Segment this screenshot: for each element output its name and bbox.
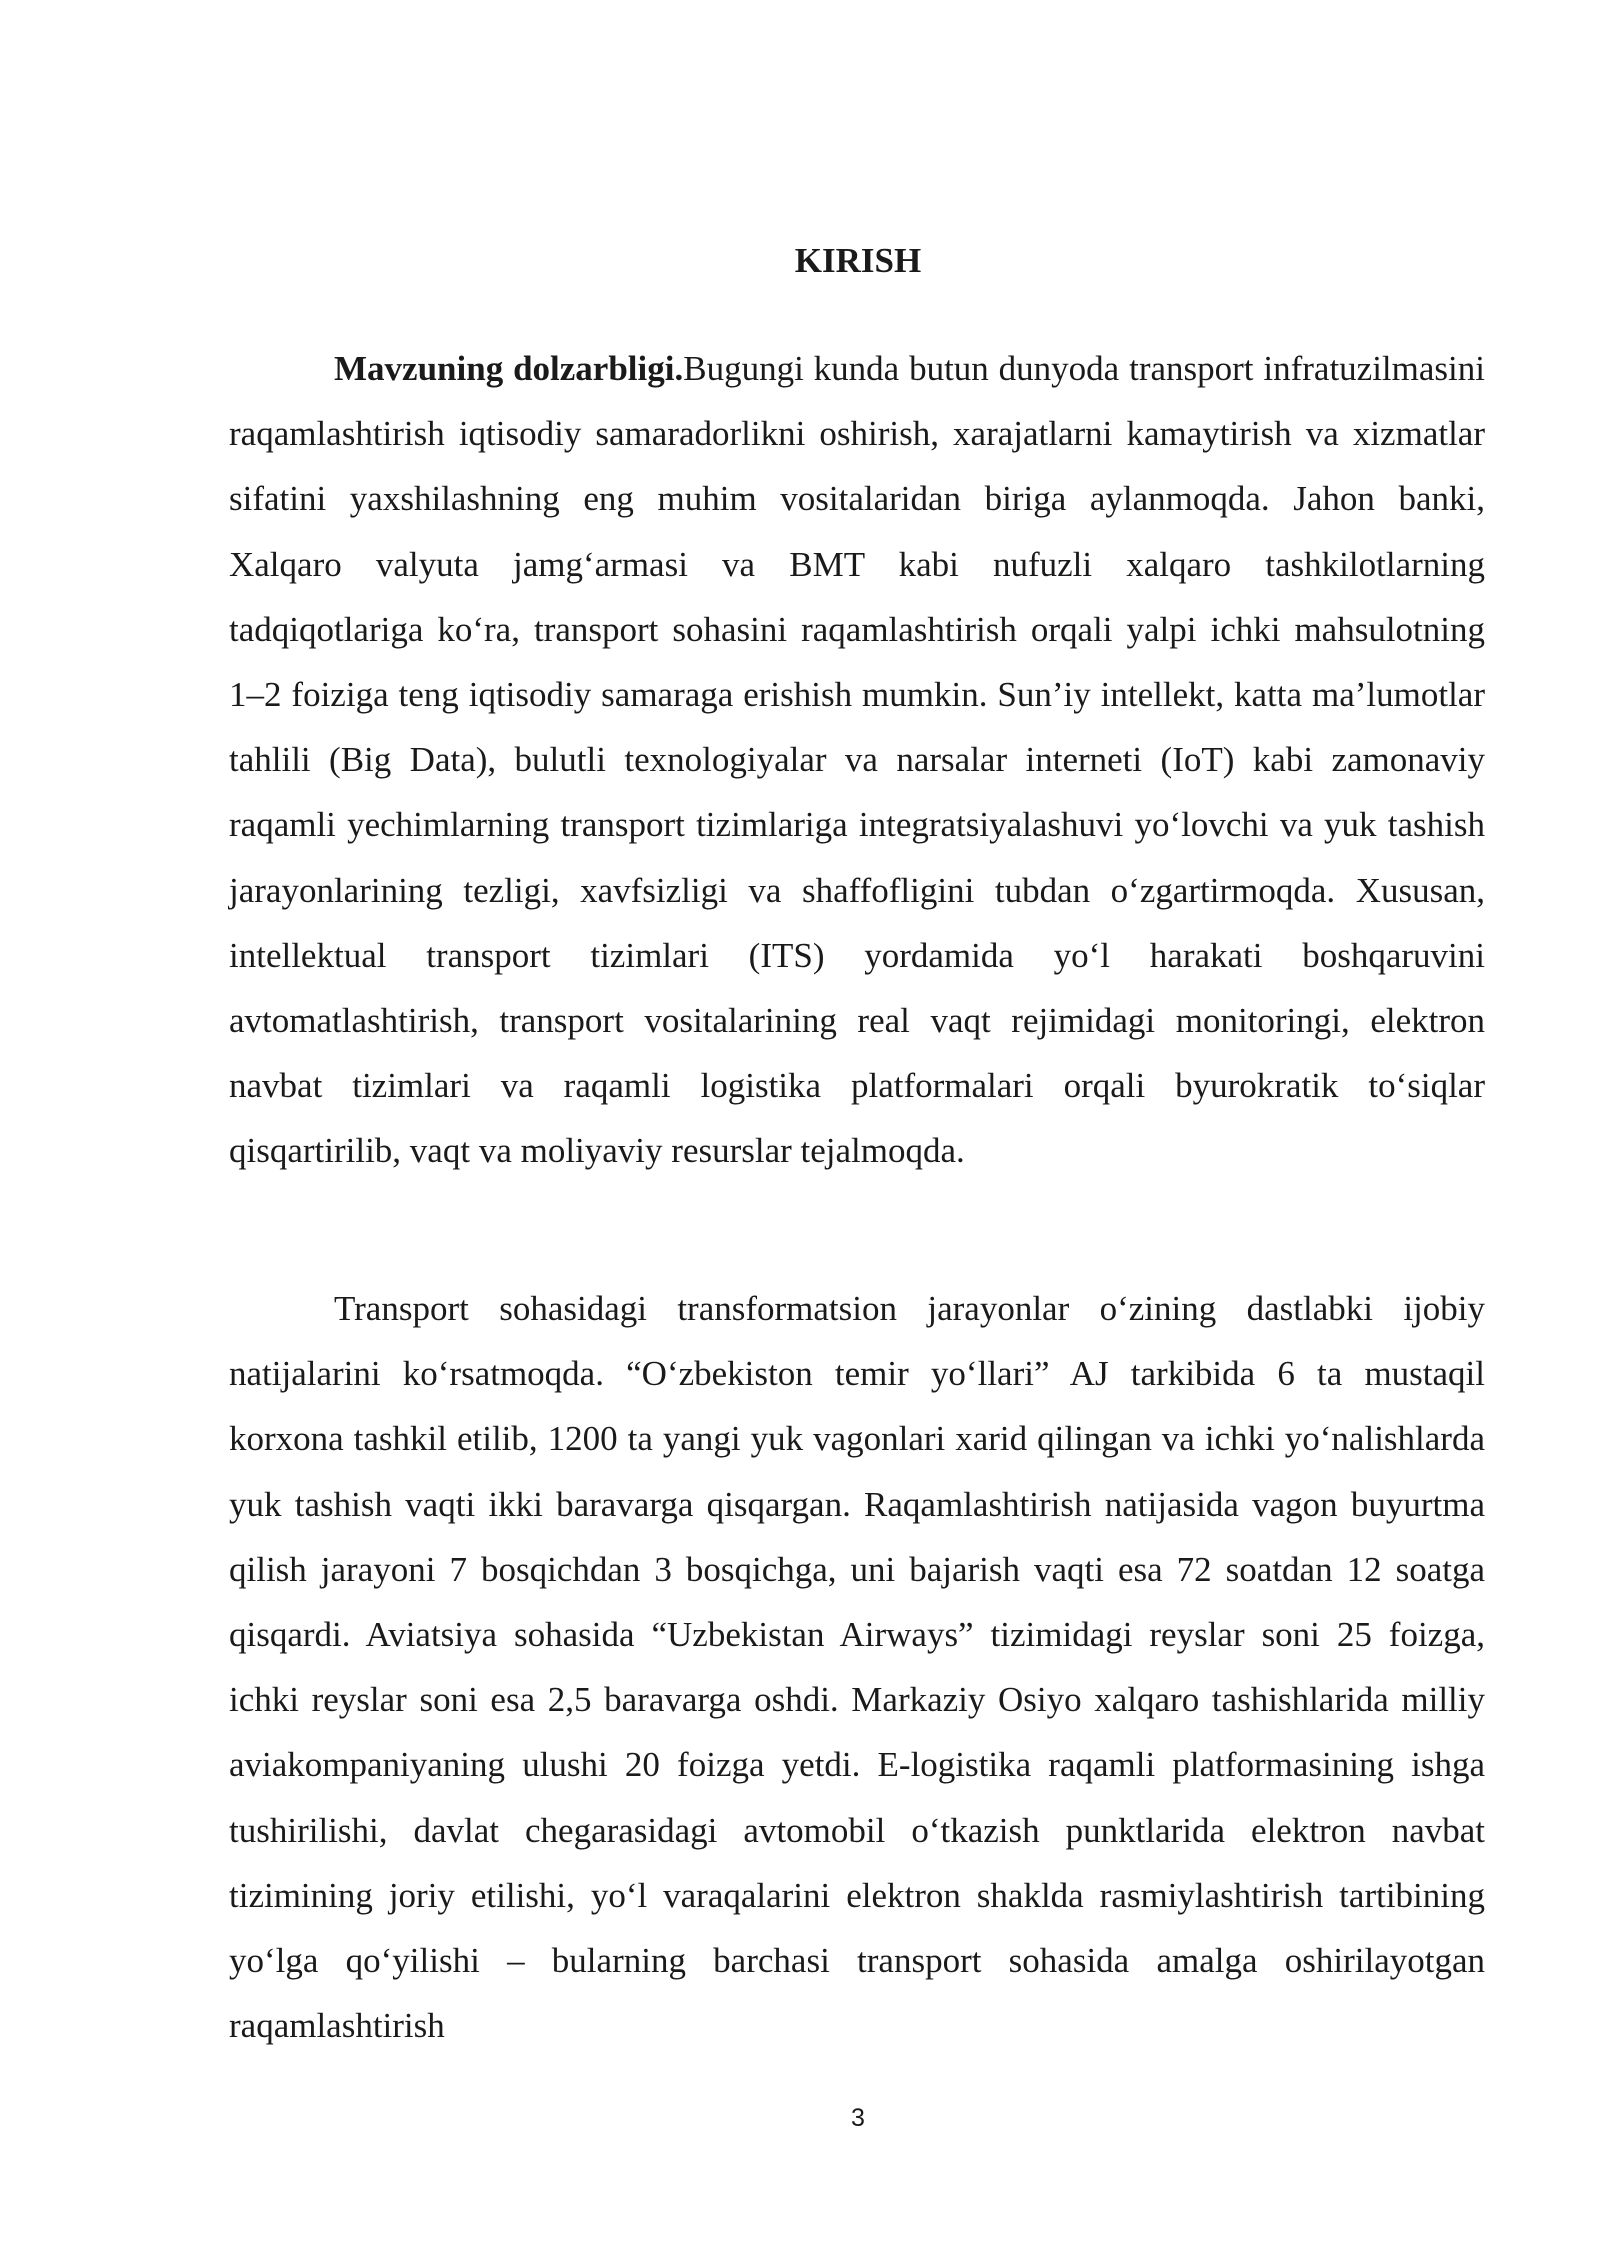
paragraph-text: Bugungi kunda butun dunyoda transport infratuzilmasini raqamlashtirish iqtisodiy samaradorlikni oshirish, xarajatlarni kamaytirish va xizmatlar sifatini yaxshilashning eng muhim vositalaridan biriga aylanmoqda. Jahon banki, Xalqaro valyuta jamg‘armasi va BMT kabi nufuzli xalqaro tashkilotlarning tadqiqotlariga ko‘ra, transport sohasini raqamlashtirish orqali yalpi ichki mahsulotning 1–2 foiziga teng iqtisodiy samaraga erishish mumkin. Sun’iy intellekt, katta ma’lumotlar tahlili (Big Data), bulutli texnologiyalar va narsalar interneti (IoT) kabi zamonaviy raqamli yechimlarning transport tizimlariga integratsiyalashuvi yo‘lovchi va yuk tashish jarayonlarining tezligi, xavfsizligi va shaffofligini tubdan o‘zgartirmoqda. Xususan, intellektual transport tizimlari (ITS) yordamida yo‘l harakati boshqaruvini avtomatlashtirish, transport vositalarining real vaqt rejimidagi monitoringi, elektron navbat tizimlari va raqamli logistika platformalari orqali byurokratik to‘siqlar qisqartirilib, vaqt va moliyaviy resurslar tejalmoqda.	[229, 349, 1485, 1171]
paragraph-lead: Mavzuning dolzarbligi.	[334, 349, 684, 388]
page-title: KIRISH	[794, 241, 922, 280]
paragraph-transformation	[229, 1276, 1485, 2058]
paragraph-text: Transport sohasidagi transformatsion jarayonlar o‘zining dastlabki ijobiy natijalarini ko‘rsatmoqda. “O‘zbekiston temir yo‘llari” AJ tarkibida 6 ta mustaqil korxona tashkil etilib, 1200 ta yangi yuk vagonlari xarid qilingan va ichki yo‘nalishlarda yuk tashish vaqti ikki baravarga qisqargan. Raqamlashtirish natijasida vagon buyurtma qilish jarayoni 7 bosqichdan 3 bosqichga, uni bajarish vaqti esa 72 soatdan 12 soatga qisqardi. Aviatsiya sohasida “Uzbekistan Airways” tizimidagi reyslar soni 25 foizga, ichki reyslar soni esa 2,5 baravarga oshdi. Markaziy Osiyo xalqaro tashishlarida milliy aviakompaniyaning ulushi 20 foizga yetdi. E-logistika raqamli platformasining ishga tushirilishi, davlat chegarasidagi avtomobil o‘tkazish punktlarida elektron navbat tizimining joriy etilishi, yo‘l varaqalarini elektron shakldа rasmiylashtirish tartibining yo‘lga qo‘yilishi – bularning barchasi transport sohasida amalga oshirilayotgan raqamlashtirish	[229, 1289, 1485, 2046]
page-number: 3	[851, 2104, 865, 2132]
paragraph-relevance	[229, 336, 1485, 1184]
